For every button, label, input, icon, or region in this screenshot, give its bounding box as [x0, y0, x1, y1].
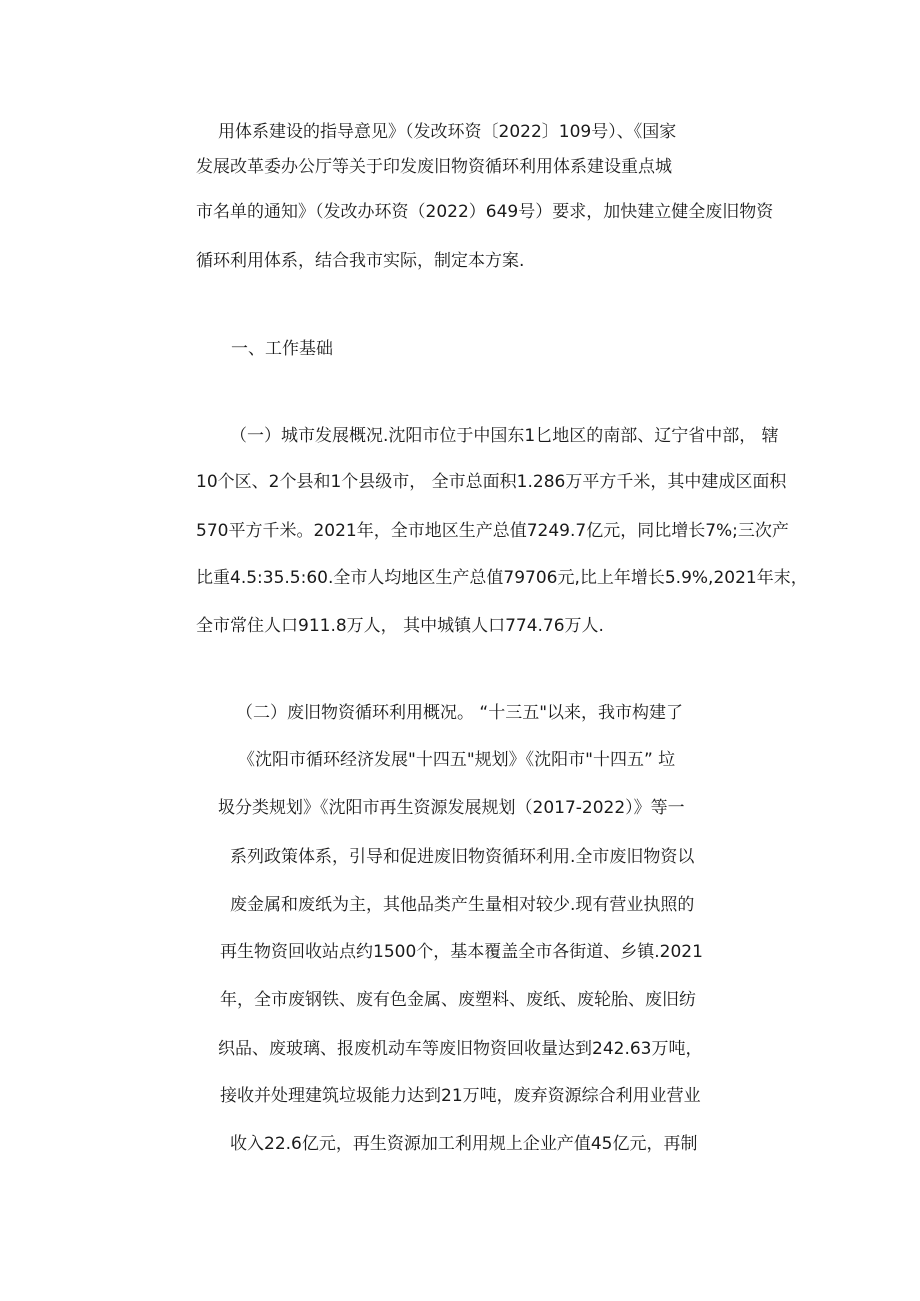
para2-line-8: 织品、废玻璃、报废机动车等废旧物资回收量达到242.63万吨， [218, 1039, 703, 1059]
para2-line-6: 再生物资回收站点约1500个，基本覆盖全市各街道、乡镇.2021 [220, 942, 703, 962]
intro-line-2: 发展改革委办公厅等关于印发废旧物资循环利用体系建设重点城 [196, 157, 672, 177]
para2-line-4: 系列政策体系，引导和促进废旧物资循环利用.全市废旧物资以 [230, 847, 695, 867]
para1-line-4: 比重4.5:35.5:60.全市人均地区生产总值79706元,比上年增长5.9%,2021年末， [196, 568, 808, 588]
para1-line-1: （一）城市发展概况.沈阳市位于中国东1匕地区的南部、辽宁省中部， 辖 [230, 426, 779, 446]
para2-line-9: 接收并处理建筑垃圾能力达到21万吨，废弃资源综合利用业营业 [220, 1086, 701, 1106]
para2-line-1: （二）废旧物资循环利用概况。 “十三五"以来，我市构建了 [236, 703, 684, 723]
para2-line-10: 收入22.6亿元，再生资源加工利用规上企业产值45亿元，再制 [230, 1134, 698, 1154]
intro-line-3: 市名单的通知》（发改办环资（2022）649号）要求，加快建立健全废旧物资 [196, 202, 774, 222]
para2-line-7: 年，全市废钢铁、废有色金属、废塑料、废纸、废轮胎、废旧纺 [220, 990, 696, 1010]
para2-line-5: 废金属和废纸为主，其他品类产生量相对较少.现有营业执照的 [230, 895, 695, 915]
para2-line-2: 《沈阳市循环经济发展"十四五"规划》《沈阳市"十四五” 垃 [238, 750, 676, 770]
para1-line-2: 10个区、2个县和1个县级市， 全市总面积1.286万平方千米，其中建成区面积 [196, 472, 787, 492]
section-heading: 一、工作基础 [231, 339, 333, 359]
para1-line-5: 全市常住人口911.8万人， 其中城镇人口774.76万人. [196, 616, 604, 636]
para2-line-3: 圾分类规划》《沈阳市再生资源发展规划（2017-2022）》等一 [218, 798, 685, 818]
para1-line-3: 570平方千米。2021年，全市地区生产总值7249.7亿元，同比增长7%;三次产 [196, 521, 789, 541]
intro-line-4: 循环利用体系，结合我市实际，制定本方案. [196, 251, 525, 271]
intro-line-1: 用体系建设的指导意见》（发改环资〔2022〕109号）、《国家 [218, 122, 677, 142]
